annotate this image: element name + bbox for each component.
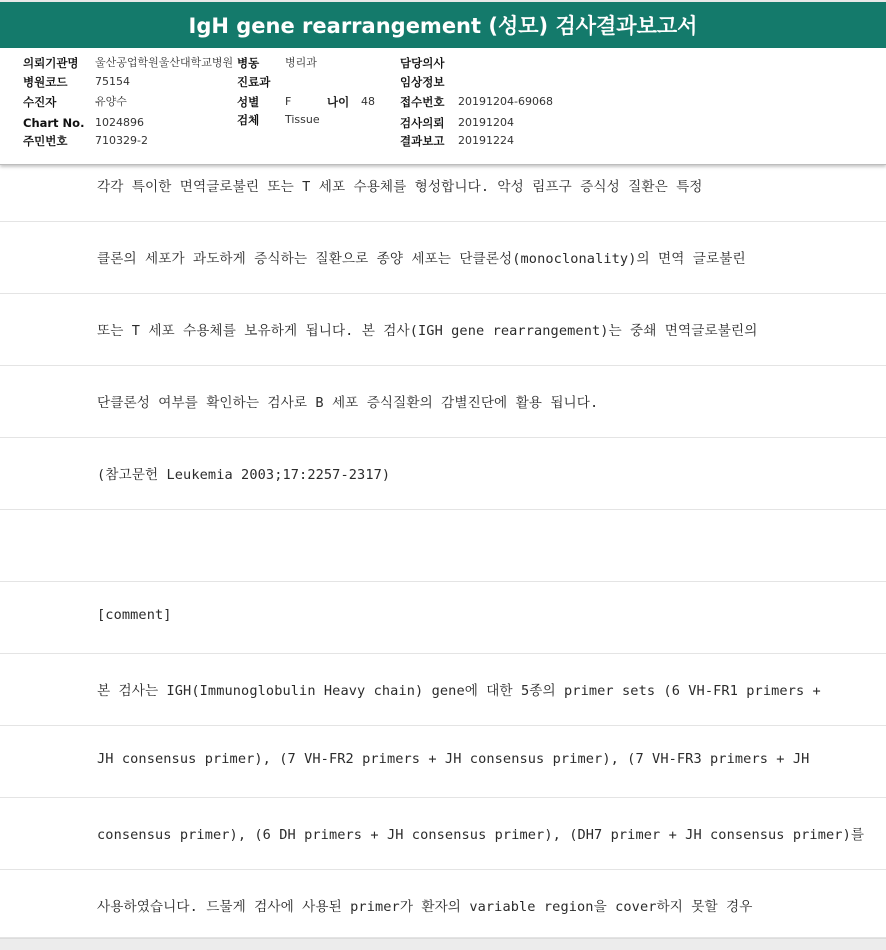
examinee-label: 수진자 bbox=[23, 95, 57, 109]
age-label: 나이 bbox=[327, 95, 350, 109]
hospital-code-value: 75154 bbox=[95, 75, 130, 88]
text-line-content: (참고문헌 Leukemia 2003;17:2257-2317) bbox=[97, 467, 391, 483]
report-title-bar bbox=[0, 0, 886, 48]
patient-info-panel bbox=[0, 48, 886, 165]
info-row-5 bbox=[0, 132, 886, 150]
report-body bbox=[0, 165, 886, 950]
accession-value: 20191204-69068 bbox=[458, 95, 553, 108]
text-line-content: 본 검사는 IGH(Immunoglobulin Heavy chain) gene에 대한 5종의 primer sets (6 VH-FR1 primers + bbox=[97, 683, 821, 699]
text-line-content: JH consensus primer), (7 VH-FR2 primers + JH consensus primer), (7 VH-FR3 primers + JH bbox=[97, 751, 810, 767]
text-line bbox=[0, 582, 886, 654]
text-line bbox=[0, 798, 886, 870]
resident-no-label: 주민번호 bbox=[23, 134, 68, 148]
info-row-4 bbox=[0, 114, 886, 132]
chart-no-value: 1024896 bbox=[95, 116, 144, 129]
chart-no-label: Chart No. bbox=[23, 116, 85, 130]
text-line-content: 각각 특이한 면역글로불린 또는 T 세포 수용체를 형성합니다. 악성 림프구 증식성 질환은 특정 bbox=[97, 179, 703, 195]
text-line bbox=[0, 438, 886, 510]
text-line bbox=[0, 294, 886, 366]
text-line-content: 단클론성 여부를 확인하는 검사로 B 세포 증식질환의 감별진단에 활용 됩니다. bbox=[97, 395, 599, 411]
resident-no-value: 710329-2 bbox=[95, 134, 148, 147]
ward-label: 병동 bbox=[237, 56, 260, 70]
department-label: 진료과 bbox=[237, 75, 271, 89]
report-title: IgH gene rearrangement (성모) 검사결과보고서 bbox=[188, 14, 698, 38]
comment-heading: [comment] bbox=[97, 607, 172, 623]
text-line bbox=[0, 222, 886, 294]
clinical-info-label: 임상정보 bbox=[400, 75, 445, 89]
text-line bbox=[0, 654, 886, 726]
text-line bbox=[0, 165, 886, 222]
bottom-scroll-strip bbox=[0, 938, 886, 950]
info-row-1 bbox=[0, 54, 886, 72]
request-label: 검사의뢰 bbox=[400, 116, 445, 130]
text-line bbox=[0, 366, 886, 438]
ward-value: 병리과 bbox=[285, 56, 317, 69]
text-line-empty bbox=[0, 510, 886, 582]
specimen-label: 검체 bbox=[237, 113, 260, 127]
sex-label: 성별 bbox=[237, 95, 260, 109]
text-line-content: 또는 T 세포 수용체를 보유하게 됩니다. 본 검사(IGH gene rearrangement)는 중쇄 면역글로불린의 bbox=[97, 323, 758, 339]
text-line bbox=[0, 726, 886, 798]
hospital-code-label: 병원코드 bbox=[23, 75, 68, 89]
text-line-content: consensus primer), (6 DH primers + JH consensus primer), (DH7 primer + JH consensus primer)를 bbox=[97, 827, 865, 843]
request-value: 20191204 bbox=[458, 116, 514, 129]
institution-value: 울산공업학원울산대학교병원 bbox=[95, 56, 234, 69]
specimen-value: Tissue bbox=[285, 113, 320, 126]
age-value: 48 bbox=[361, 95, 375, 108]
accession-label: 접수번호 bbox=[400, 95, 445, 109]
sex-value: F bbox=[285, 95, 292, 108]
institution-label: 의뢰기관명 bbox=[23, 56, 79, 70]
report-date-value: 20191224 bbox=[458, 134, 514, 147]
info-row-3 bbox=[0, 93, 886, 111]
physician-label: 담당의사 bbox=[400, 56, 445, 70]
report-date-label: 결과보고 bbox=[400, 134, 445, 148]
text-line-content: 사용하였습니다. 드물게 검사에 사용된 primer가 환자의 variable region을 cover하지 못할 경우 bbox=[97, 899, 753, 915]
text-line-content: 클론의 세포가 과도하게 증식하는 질환으로 종양 세포는 단클론성(monoclonality)의 면역 글로불린 bbox=[97, 251, 746, 267]
examinee-value: 유양수 bbox=[95, 95, 127, 108]
text-line bbox=[0, 870, 886, 938]
info-row-2 bbox=[0, 73, 886, 91]
